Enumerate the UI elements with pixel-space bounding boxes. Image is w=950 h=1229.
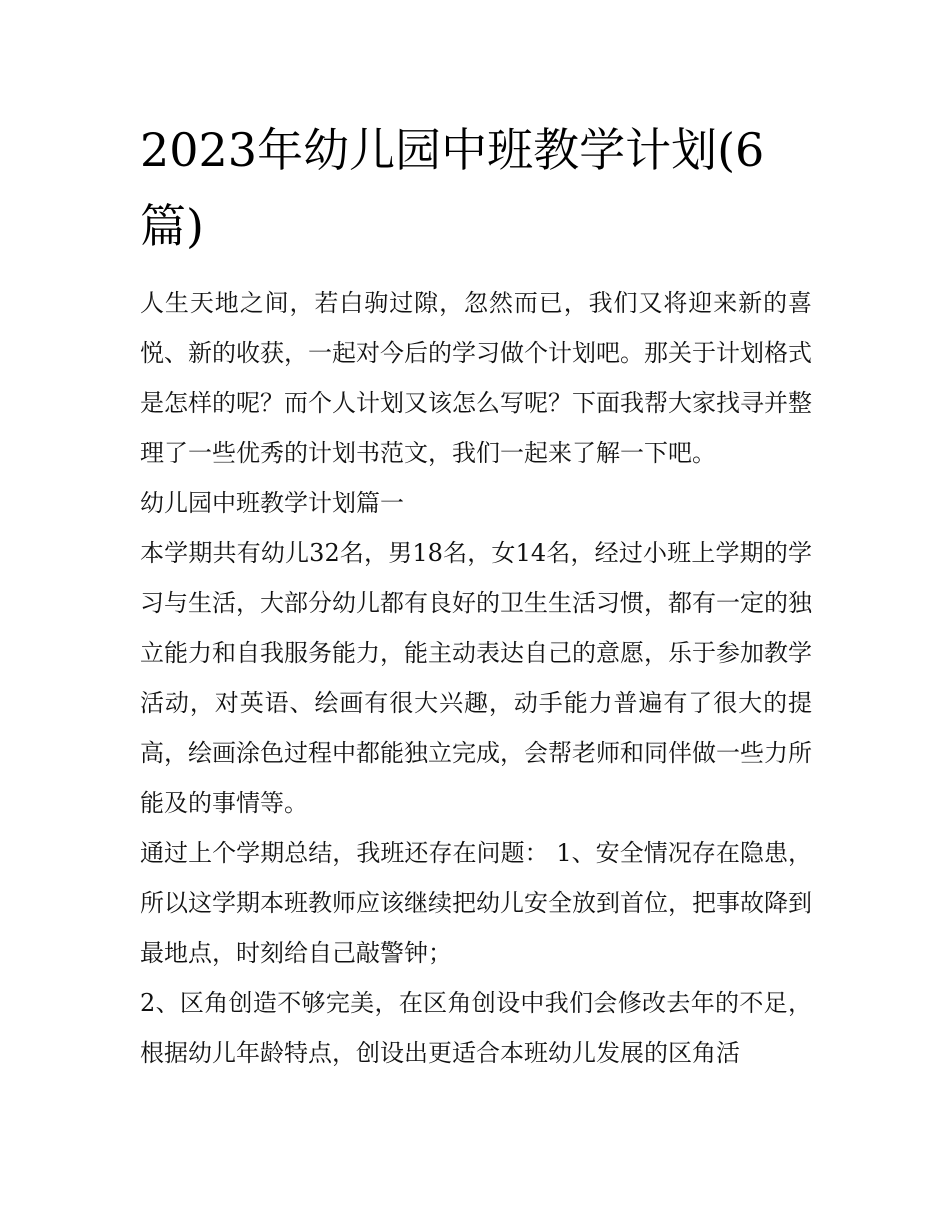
intro-paragraph: 人生天地之间，若白驹过隙，忽然而已，我们又将迎来新的喜悦、新的收获，一起对今后的学习做个计划吧。那关于计划格式是怎样的呢？而个人计划又该怎么写呢？下面我帮大家找寻并整理了一些优秀的计划书范文，我们一起来了解一下吧。 [140,289,812,467]
document-content [140,112,812,1078]
document-title: 2023年幼儿园中班教学计划(6篇) [140,123,765,253]
body-paragraph-corner-design: 2、区角创造不够完美，在区角创设中我们会修改去年的不足，根据幼儿年龄特点，创设出更适合本班幼儿发展的区角活 [140,989,812,1067]
title-spacing [140,264,812,278]
section-heading: 幼儿园中班教学计划篇一 [140,489,404,517]
body-paragraph-class-overview: 本学期共有幼儿32名，男18名，女14名，经过小班上学期的学习与生活，大部分幼儿都有良好的卫生生活习惯，都有一定的独立能力和自我服务能力，能主动表达自己的意愿，乐于参加教学活动，对英语、绘画有很大兴趣，动手能力普遍有了很大的提高，绘画涂色过程中都能独立完成，会帮老师和同伴做一些力所能及的事情等。 [140,539,812,817]
body-paragraph-problems: 通过上个学期总结，我班还存在问题： 1、安全情况存在隐患，所以这学期本班教师应该继续把幼儿安全放到首位，把事故降到最地点，时刻给自己敲警钟； [140,839,812,967]
